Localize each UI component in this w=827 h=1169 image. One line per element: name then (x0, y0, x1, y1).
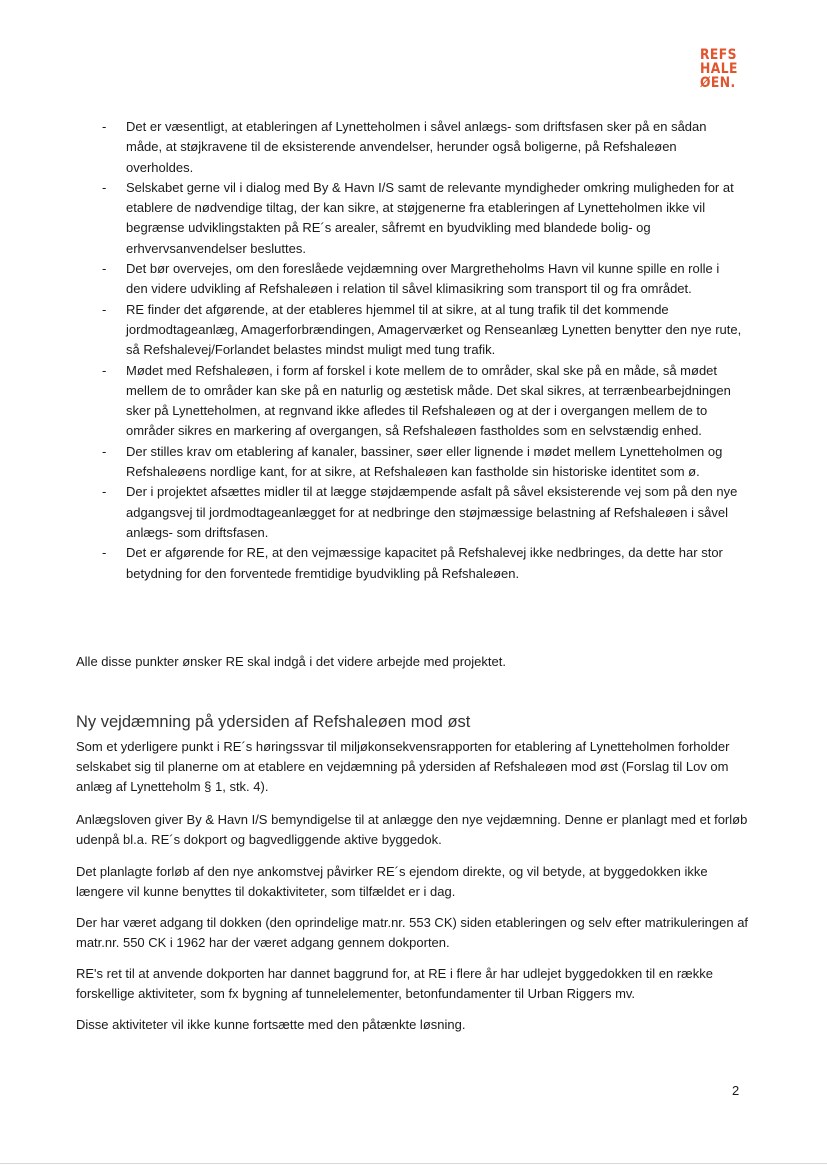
bullet-item: - Det er væsentligt, at etableringen af Lynetteholmen i såvel anlægs- som driftsfasen sker på en sådan måde, at støjkravene til de eksisterende anvendelser, herunder også boligerne, på Refshaleøen overholdes. (0, 117, 827, 178)
page-bottom-edge (0, 1163, 827, 1164)
section-heading: Ny vejdæmning på ydersiden af Refshaleøen mod øst (76, 713, 471, 731)
logo-line-2: HALE (700, 61, 738, 77)
bullet-item: - Mødet med Refshaleøen, i form af forskel i kote mellem de to områder, skal ske på en måde, så mødet mellem de to områder kan ske på en naturlig og æstetisk måde. Det skal sikres, at terrænbearbejdningen sker på Lynetteholmen, at regnvand ikke afledes til Refshaleøen og at der i overgangen mellem de to områder sikres en markering af overgangen, så Refshaleøen fastholdes som en selvstændig enhed. (0, 361, 827, 442)
bullet-item: - Der i projektet afsættes midler til at lægge støjdæmpende asfalt på såvel eksisterende vej som på den nye adgangsvej til jordmodtageanlægget for at nedbringe den støjmæssige belastning af Refshaleøen i såvel anlægs- som driftsfasen. (0, 482, 827, 543)
body-paragraph: Der har været adgang til dokken (den oprindelige matr.nr. 553 CK) siden etableringen og selv efter matrikuleringen af matr.nr. 550 CK i 1962 har der været adgang gennem dokporten. (76, 915, 749, 950)
summary-paragraph: Alle disse punkter ønsker RE skal indgå i det videre arbejde med projektet. (76, 654, 506, 669)
bullet-item: - RE finder det afgørende, at der etableres hjemmel til at sikre, at al tung trafik til det kommende jordmodtageanlæg, Amagerforbrændingen, Amagerværket og Renseanlæg Lynetten benytter den nye rute, så Refshalevej/Forlandet belastes mindst muligt med tung trafik. (0, 300, 827, 361)
logo-line-3: ØEN. (700, 75, 736, 91)
page-number: 2 (732, 1083, 740, 1098)
bullet-item: - Det bør overvejes, om den foreslåede vejdæmning over Margretheholms Havn vil kunne spille en rolle i den videre udvikling af Refshaleøen i relation til såvel klimasikring som transport til og fra området. (0, 259, 827, 300)
body-paragraph: Det planlagte forløb af den nye ankomstvej påvirker RE´s ejendom direkte, og vil betyde, at byggedokken ikke længere vil kunne benyttes til dokaktiviteter, som tilfældet er i dag. (76, 864, 708, 899)
logo-line-1: REFS (700, 47, 737, 63)
bullet-list (0, 117, 827, 584)
body-paragraph: Anlægsloven giver By & Havn I/S bemyndigelse til at anlægge den nye vejdæmning. Denne er planlagt med et forløb udenpå bl.a. RE´s dokport og bagvedliggende aktive byggedok. (76, 812, 748, 847)
body-paragraph: RE's ret til at anvende dokporten har dannet baggrund for, at RE i flere år har udlejet byggedokken til en række forskellige aktiviteter, som fx bygning af tunnelelementer, betonfundamenter til Urban Riggers mv. (76, 966, 713, 1001)
body-paragraph: Som et yderligere punkt i RE´s høringssvar til miljøkonsekvensrapporten for etablering af Lynetteholmen forholder selskabet sig til planerne om at etablere en vejdæmning på ydersiden af Refshaleøen mod øst (Forslag til Lov om anlæg af Lynetteholm § 1, stk. 4). (76, 739, 730, 794)
bullet-item: - Der stilles krav om etablering af kanaler, bassiner, søer eller lignende i mødet mellem Lynetteholmen og Refshaleøens nordlige kant, for at sikre, at Refshaleøen kan fastholde sin historiske identitet som ø. (0, 442, 827, 483)
body-paragraph: Disse aktiviteter vil ikke kunne fortsætte med den påtænkte løsning. (76, 1017, 466, 1032)
refshaleoen-logo (700, 48, 737, 90)
bullet-item: - Selskabet gerne vil i dialog med By & Havn I/S samt de relevante myndigheder omkring muligheden for at etablere de nødvendige tiltag, der kan sikre, at støjgenerne fra etableringen af Lynetteholmen ikke vil begrænse udviklingstakten på RE´s arealer, såfremt en byudvikling med blandede bolig- og erhvervsanvendelser besluttes. (0, 178, 827, 259)
bullet-item: - Det er afgørende for RE, at den vejmæssige kapacitet på Refshalevej ikke nedbringes, da dette har stor betydning for den forventede fremtidige byudvikling på Refshaleøen. (0, 543, 827, 584)
